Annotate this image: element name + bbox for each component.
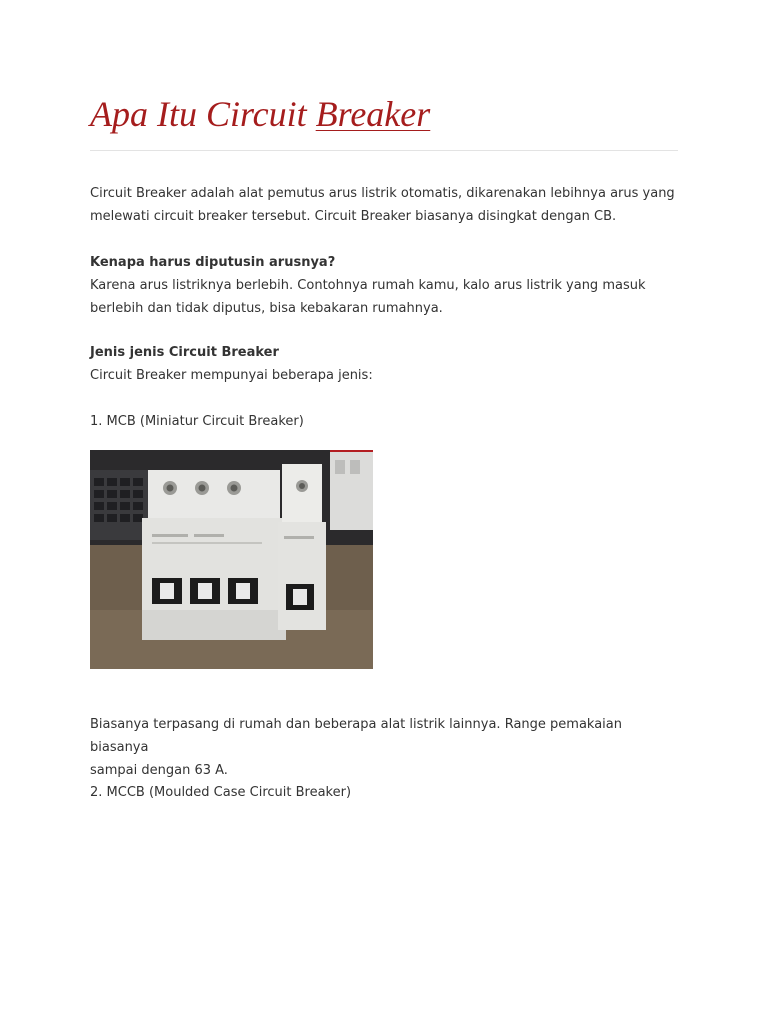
intro-paragraph [90,182,678,228]
why-cut-line-2: berlebih dan tidak diputus, bisa kebakaran rumahnya. [90,301,443,316]
post-title[interactable] [90,92,430,136]
post-title-part2[interactable]: Breaker [315,94,431,134]
post-title-part1[interactable]: Apa Itu Circuit [90,94,316,134]
mcb-1-pole [278,464,326,630]
mcb-description [90,713,678,782]
why-cut-line-1: Karena arus listriknya berlebih. Contohnya rumah kamu, kalo arus listrik yang masuk [90,278,646,293]
types-paragraph [90,341,678,387]
mcb-photo-illustration [90,450,373,669]
title-divider [90,150,678,151]
mcb-desc-line-1: Biasanya terpasang di rumah dan beberapa alat listrik lainnya. Range pemakaian biasanya [90,717,622,755]
mcb-desc-line-2: sampai dengan 63 A. [90,763,228,778]
mcb-photo [90,450,373,669]
type-item-mccb: 2. MCCB (Moulded Case Circuit Breaker) [90,785,352,800]
intro-line-2: melewati circuit breaker tersebut. Circuit Breaker biasanya disingkat dengan CB. [90,209,617,224]
types-intro: Circuit Breaker mempunyai beberapa jenis: [90,368,373,383]
why-cut-heading: Kenapa harus diputusin arusnya? [90,255,336,270]
intro-line-1: Circuit Breaker adalah alat pemutus arus listrik otomatis, dikarenakan lebihnya arus yang [90,186,675,201]
why-cut-paragraph [90,251,678,320]
types-heading: Jenis jenis Circuit Breaker [90,345,279,360]
mcb-3-pole [142,470,286,640]
type-item-mcb: 1. MCB (Miniatur Circuit Breaker) [90,414,304,429]
